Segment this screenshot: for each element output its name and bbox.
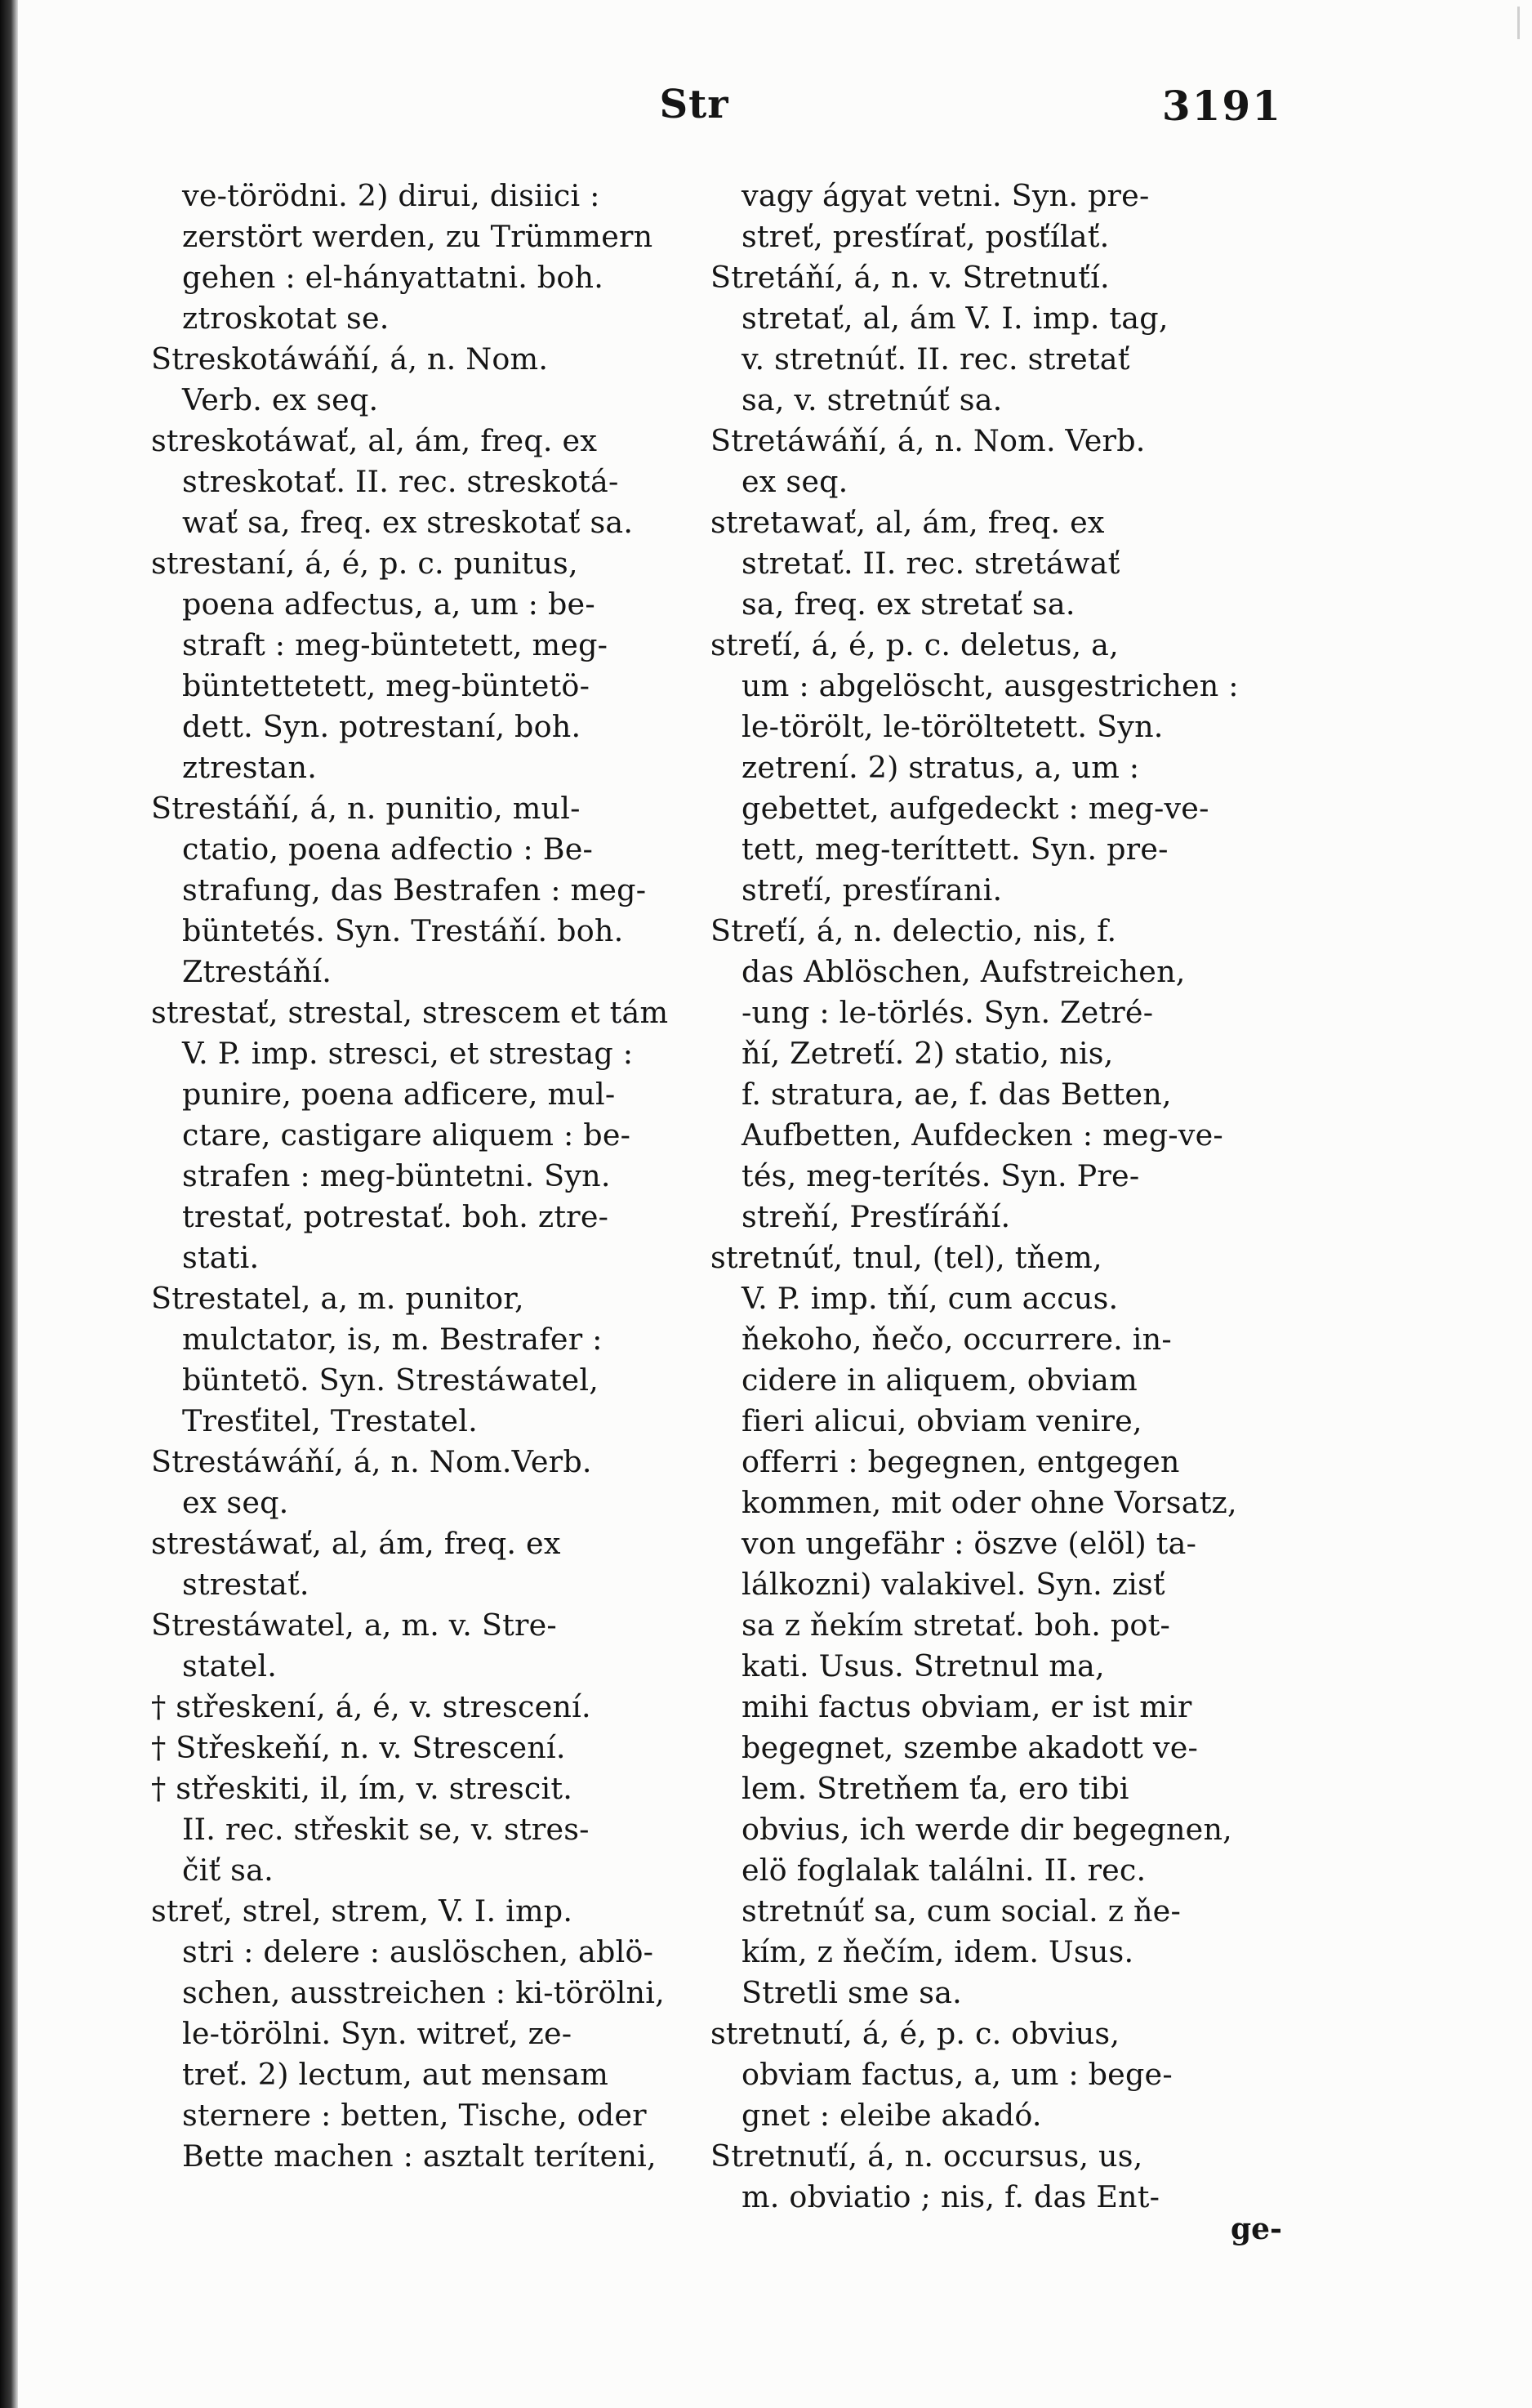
dictionary-line: punire, poena adficere, mul- [182, 1077, 616, 1112]
dictionary-line: Ztrestáňí. [182, 954, 332, 989]
dictionary-line: stri : delere : auslöschen, ablö- [182, 1934, 654, 1969]
dictionary-line: -ung : le-törlés. Syn. Zetré- [742, 995, 1154, 1030]
dictionary-line: kommen, mit oder ohne Vorsatz, [742, 1485, 1237, 1520]
dictionary-line: ztrestan. [182, 750, 318, 785]
dictionary-line: Strestáwatel, a, m. v. Stre- [151, 1608, 557, 1643]
running-head-word: Str [659, 82, 729, 127]
dictionary-line: m. obviatio ; nis, f. das Ent- [742, 2179, 1160, 2214]
dictionary-line: gebettet, aufgedeckt : meg-ve- [742, 791, 1209, 826]
dictionary-line: ztroskotat se. [182, 301, 390, 336]
dictionary-line: strafen : meg-büntetni. Syn. [182, 1158, 611, 1193]
dictionary-line: Strestáwáňí, á, n. Nom.Verb. [151, 1444, 592, 1479]
dictionary-line: poena adfectus, a, um : be- [182, 586, 595, 622]
dictionary-line: ex seq. [182, 1485, 289, 1520]
dictionary-line: cidere in aliquem, obviam [742, 1362, 1138, 1398]
dictionary-line: lem. Stretňem ťa, ero tibi [742, 1771, 1129, 1806]
dictionary-line: f. stratura, ae, f. das Betten, [742, 1077, 1172, 1112]
dictionary-line: ňí, Zetreťí. 2) statio, nis, [742, 1036, 1114, 1071]
dictionary-line: mihi factus obviam, er ist mir [742, 1689, 1192, 1724]
dictionary-line: streť, strel, strem, V. I. imp. [151, 1893, 573, 1929]
dictionary-line: † střeskení, á, é, v. strescení. [151, 1689, 591, 1724]
dictionary-line: stretnutí, á, é, p. c. obvius, [710, 2016, 1120, 2051]
dictionary-line: stretnúť, tnul, (tel), tňem, [710, 1240, 1102, 1275]
dictionary-line: le-törölt, le-töröltetett. Syn. [742, 709, 1164, 744]
dictionary-line: kím, z ňečím, idem. Usus. [742, 1934, 1134, 1969]
dictionary-line: sa z ňekím stretať. boh. pot- [742, 1608, 1170, 1643]
dictionary-line: Stretli sme sa. [742, 1975, 962, 2010]
dictionary-line: ctatio, poena adfectio : Be- [182, 832, 594, 867]
dictionary-line: stretať. II. rec. stretáwať [742, 546, 1120, 581]
dictionary-line: sternere : betten, Tische, oder [182, 2098, 647, 2133]
dictionary-line: gehen : el-hányattatni. boh. [182, 260, 604, 295]
dictionary-line: stretať, al, ám V. I. imp. tag, [742, 301, 1169, 336]
catchword: ge- [1230, 2212, 1282, 2246]
dictionary-line: streskotať. II. rec. streskotá- [182, 464, 619, 499]
dictionary-line: stretnúť sa, cum social. z ňe- [742, 1893, 1181, 1929]
dictionary-line: streňí, Presťíráňí. [742, 1199, 1011, 1234]
dictionary-line: elö foglalak találni. II. rec. [742, 1853, 1147, 1888]
dictionary-line: stati. [182, 1240, 260, 1275]
dictionary-line: fieri alicui, obviam venire, [742, 1403, 1142, 1438]
dictionary-line: v. stretnúť. II. rec. stretať [742, 341, 1130, 377]
dictionary-line: büntettetett, meg-büntetö- [182, 668, 590, 703]
dictionary-line: le-törölni. Syn. witreť, ze- [182, 2016, 572, 2051]
dictionary-line: wať sa, freq. ex streskotať sa. [182, 505, 634, 540]
dictionary-line: ex seq. [742, 464, 848, 499]
dictionary-line: Tresťitel, Trestatel. [182, 1403, 478, 1438]
dictionary-line: Strestáňí, á, n. punitio, mul- [151, 791, 581, 826]
dictionary-line: das Ablöschen, Aufstreichen, [742, 954, 1186, 989]
dictionary-line: Bette machen : asztalt teríteni, [182, 2138, 657, 2174]
dictionary-line: obvius, ich werde dir begegnen, [742, 1812, 1232, 1847]
dictionary-line: streťí, á, é, p. c. deletus, a, [710, 627, 1119, 662]
dictionary-line: treť. 2) lectum, aut mensam [182, 2057, 609, 2092]
left-column [151, 176, 739, 2177]
dictionary-line: zerstört werden, zu Trümmern [182, 219, 653, 254]
dictionary-line: trestať, potrestať. boh. ztre- [182, 1199, 609, 1234]
dictionary-line: straft : meg-büntetett, meg- [182, 627, 608, 662]
dictionary-line: Aufbetten, Aufdecken : meg-ve- [742, 1117, 1223, 1153]
right-column [710, 176, 1298, 2218]
dictionary-line: schen, ausstreichen : ki-törölni, [182, 1975, 665, 2010]
dictionary-line: büntetés. Syn. Trestáňí. boh. [182, 913, 624, 948]
dictionary-line: stretawať, al, ám, freq. ex [710, 505, 1105, 540]
dictionary-line: II. rec. střeskit se, v. stres- [182, 1812, 590, 1847]
dictionary-line: büntetö. Syn. Strestáwatel, [182, 1362, 599, 1398]
dictionary-line: sa, v. stretnúť sa. [742, 382, 1003, 417]
dictionary-line: ve-törödni. 2) dirui, disiici : [182, 178, 600, 213]
dictionary-line: vagy ágyat vetni. Syn. pre- [742, 178, 1150, 213]
dictionary-line: Stretáwáňí, á, n. Nom. Verb. [710, 423, 1146, 458]
book-spine-shadow [0, 0, 18, 2408]
dictionary-line: offerri : begegnen, entgegen [742, 1444, 1180, 1479]
dictionary-line: statel. [182, 1648, 278, 1683]
dictionary-line: V. P. imp. tňí, cum accus. [742, 1281, 1119, 1316]
dictionary-line: strestaní, á, é, p. c. punitus, [151, 546, 578, 581]
dictionary-line: sa, freq. ex stretať sa. [742, 586, 1076, 622]
dictionary-line: tett, meg-teríttett. Syn. pre- [742, 832, 1169, 867]
dictionary-line: Stretáňí, á, n. v. Stretnuťí. [710, 260, 1110, 295]
dictionary-line: Streskotáwáňí, á, n. Nom. [151, 341, 549, 377]
dictionary-line: streťí, presťírani. [742, 872, 1003, 907]
dictionary-line: strestať, strestal, strescem et tám [151, 995, 669, 1030]
dictionary-line: Strestatel, a, m. punitor, [151, 1281, 524, 1316]
dictionary-line: † Střeskeňí, n. v. Strescení. [151, 1730, 566, 1765]
dictionary-line: dett. Syn. potrestaní, boh. [182, 709, 581, 744]
dictionary-line: Verb. ex seq. [182, 382, 379, 417]
dictionary-line: Stretnuťí, á, n. occursus, us, [710, 2138, 1143, 2174]
dictionary-line: lálkozni) valakivel. Syn. zisť [742, 1567, 1165, 1602]
dictionary-line: ňekoho, ňečo, occurrere. in- [742, 1322, 1172, 1357]
dictionary-line: čiť sa. [182, 1853, 274, 1888]
dictionary-line: ctare, castigare aliquem : be- [182, 1117, 631, 1153]
dictionary-line: gnet : eleibe akadó. [742, 2098, 1042, 2133]
page-corner-mark [1517, 7, 1520, 39]
dictionary-line: strafung, das Bestrafen : meg- [182, 872, 647, 907]
dictionary-line: † střeskiti, il, ím, v. strescit. [151, 1771, 573, 1806]
dictionary-line: von ungefähr : öszve (elöl) ta- [742, 1526, 1197, 1561]
dictionary-line: tés, meg-terítés. Syn. Pre- [742, 1158, 1140, 1193]
dictionary-line: streť, presťírať, posťílať. [742, 219, 1110, 254]
dictionary-line: zetrení. 2) stratus, a, um : [742, 750, 1140, 785]
dictionary-line: begegnet, szembe akadott ve- [742, 1730, 1199, 1765]
dictionary-line: strestať. [182, 1567, 310, 1602]
dictionary-line: kati. Usus. Stretnul ma, [742, 1648, 1105, 1683]
dictionary-line: strestáwať, al, ám, freq. ex [151, 1526, 561, 1561]
page-number: 3191 [1161, 82, 1282, 130]
dictionary-line: streskotáwať, al, ám, freq. ex [151, 423, 598, 458]
dictionary-line: um : abgelöscht, ausgestrichen : [742, 668, 1239, 703]
dictionary-line: Streťí, á, n. delectio, nis, f. [710, 913, 1117, 948]
dictionary-line: mulctator, is, m. Bestrafer : [182, 1322, 603, 1357]
dictionary-line: V. P. imp. stresci, et strestag : [182, 1036, 634, 1071]
dictionary-line: obviam factus, a, um : bege- [742, 2057, 1173, 2092]
